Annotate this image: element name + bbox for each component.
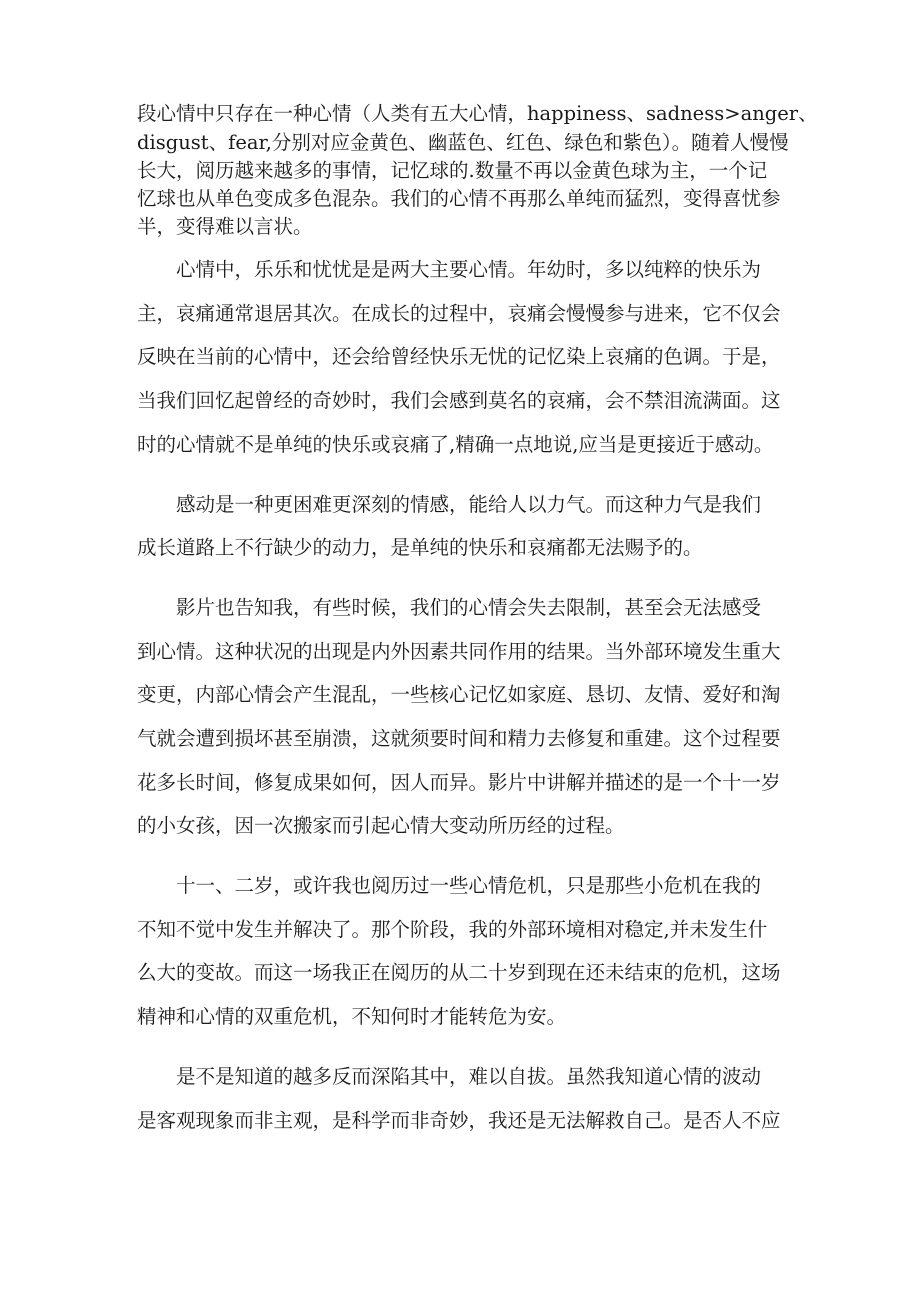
text-line-12: 成长道路上不行缺少的动力，是单纯的快乐和哀痛都无法赐予的。	[137, 536, 703, 559]
text-line-11: 感动是一种更困难更深刻的情感，能给人以力气。而这种力气是我们	[176, 493, 762, 516]
text-line-19: 十一、二岁，或许我也阅历过一些心情危机，只是那些小危机在我的	[176, 874, 762, 897]
text-line-21: 么大的变故。而这一场我正在阅历的从二十岁到现在还未结束的危机，这场	[137, 961, 781, 984]
text-line-15: 变更，内部心情会产生混乱，一些核心记忆如家庭、恳切、友情、爱好和淘	[137, 683, 781, 706]
text-line-2: disgust、fear,分别对应金黄色、幽蓝色、红色、绿色和紫色）。随着人慢慢	[137, 131, 789, 154]
text-line-9: 当我们回忆起曾经的奇妙时，我们会感到莫名的哀痛，会不禁泪流满面。这	[137, 389, 781, 412]
text-line-5: 半，变得难以言状。	[137, 215, 313, 238]
text-line-7: 主，哀痛通常退居其次。在成长的过程中，哀痛会慢慢参与进来，它不仅会	[137, 302, 781, 325]
text-line-24: 是客观现象而非主观，是科学而非奇妙，我还是无法解救自己。是否人不应	[137, 1109, 781, 1132]
text-line-16: 气就会遭到损坏甚至崩溃，这就须要时间和精力去修复和重建。这个过程要	[137, 727, 781, 750]
text-line-20: 不知不觉中发生并解决了。那个阶段，我的外部环境相对稳定,并未发生什	[137, 918, 768, 941]
text-line-6: 心情中，乐乐和忧忧是是两大主要心情。年幼时，多以纯粹的快乐为	[176, 258, 762, 281]
text-line-3: 长大，阅历越来越多的事情，记忆球的.数量不再以金黄色球为主，一个记	[137, 159, 768, 182]
text-line-18: 的小女孩，因一次搬家而引起心情大变动所历经的过程。	[137, 814, 625, 837]
text-line-13: 影片也告知我，有些时候，我们的心情会失去限制，甚至会无法感受	[176, 596, 762, 619]
text-line-8: 反映在当前的心情中，还会给曾经快乐无忧的记忆染上哀痛的色调。于是，	[137, 345, 781, 368]
text-line-23: 是不是知道的越多反而深陷其中，难以自拔。虽然我知道心情的波动	[176, 1065, 762, 1088]
text-line-17: 花多长时间，修复成果如何，因人而异。影片中讲解并描述的是一个十一岁	[137, 771, 781, 794]
text-line-22: 精神和心情的双重危机，不知何时才能转危为安。	[137, 1005, 567, 1028]
text-line-10: 时的心情就不是单纯的快乐或哀痛了,精确一点地说,应当是更接近于感动。	[137, 433, 774, 456]
text-line-1: 段心情中只存在一种心情（人类有五大心情，happiness、sadness>anger、	[137, 102, 818, 125]
text-line-4: 忆球也从单色变成多色混杂。我们的心情不再那么单纯而猛烈，变得喜忧参	[137, 187, 781, 210]
text-line-14: 到心情。这种状况的出现是内外因素共同作用的结果。当外部环境发生重大	[137, 640, 781, 663]
